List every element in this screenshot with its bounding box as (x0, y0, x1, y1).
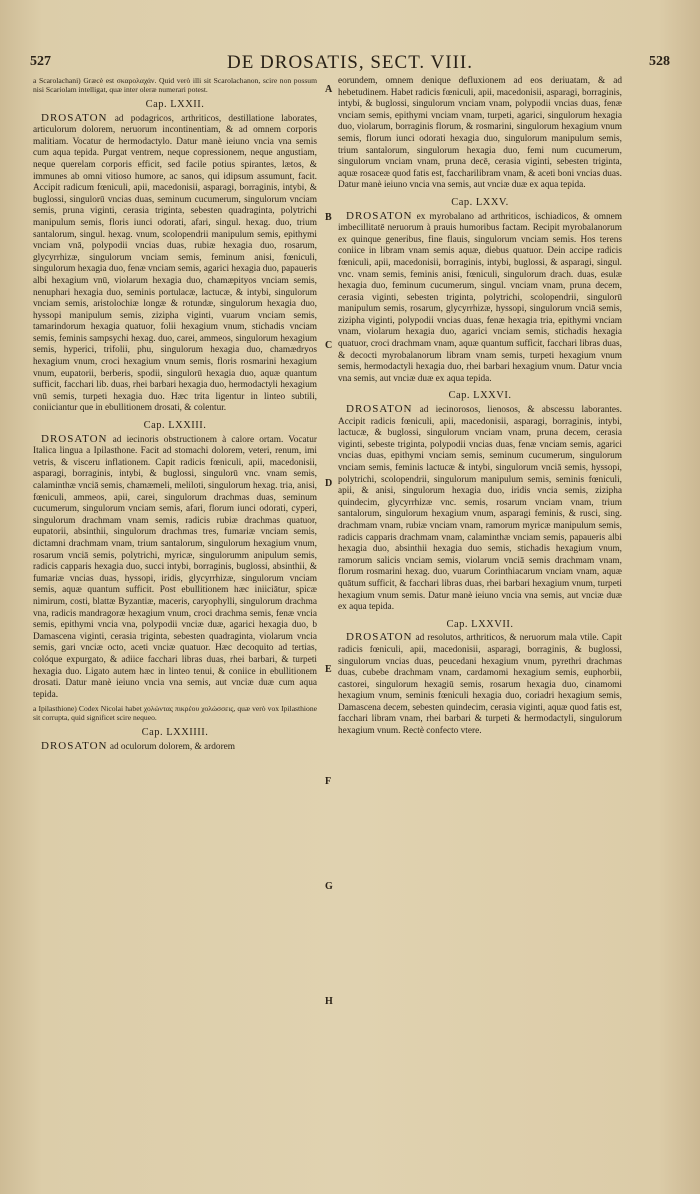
margin-letters (325, 76, 335, 1116)
margin-letter-c: C (325, 340, 333, 351)
chapter-heading-76: Cap. LXXVI. (448, 390, 512, 402)
margin-letter-a: A (325, 84, 333, 95)
chapter-heading-73: Cap. LXXIII. (143, 420, 207, 432)
page-number-right: 528 (649, 54, 670, 69)
footnote-top: a Scarolachani) Græcè est σκαρολαχάν. Quid verò illi sit Scarolachanon, scire non possum nisi Scariolam intelligat, quæ inter oleræ numerari potest. (33, 76, 317, 94)
margin-letter-e: E (325, 664, 332, 675)
chapter-heading-77: Cap. LXXVII. (446, 618, 514, 630)
margin-letter-g: G (325, 881, 333, 892)
page-number-left: 527 (30, 54, 51, 69)
chapter-76-lead: DROSATON (346, 403, 413, 416)
running-title: DE DROSATIS, SECT. VIII. (226, 52, 474, 73)
chapter-74-lead: DROSATON (41, 739, 108, 752)
chapter-74-body: ad oculorum dolorem, & ardorem (109, 741, 236, 752)
chapter-73-lead: DROSATON (41, 432, 108, 445)
chapter-72-lead: DROSATON (41, 111, 108, 124)
chapter-74-continuation: eorundem, omnem denique defluxionem ad eos deriuatam, & ad hebetudinem. Habet radicis fœniculi, apii, macedonisii, asparagi, borraginis, intybi, & buglossi, singulorum vnciam vnam, polypodii vncias duas, fenæ vnciam semis, epithymi vnciam vnam, turpeti, agarici, singulorum hexagia duo, violarum, borraginis florum, & rosmarini, singulorum hexagium vnum semis, florum iunci odorati hexagia duo, singulorum manipulum semis, trium santalorum, singulorum hexagia duo, femi num cucumerum, singulorum vnciam vnam, pruna decē, cerasia viginti, sebesten triginta, aquæ rosaceæ quod fatis est, faccharilibram vnam, & aceti boni vncias duas. Datur manè ieiuno vncia vna semis, aut vnciæ duæ ex aqua tepida. (338, 76, 622, 191)
chapter-76-body: ad iecinorosos, lienosos, & abscessu laborantes. Accipit radicis fœniculi, apii, macedonisii, asparagi, borraginis, intybi, lactucæ, & buglossi, singulorum vnciam vnam, pruna decem, cerasia viginti, sebeste triginta, polypodii vncias duas, fenæ vnciam semis, agarici vncias duas, epithymi vnciam semis, seminum cucumerum, singulorum vnciam semis, feminis lactucæ & intybi, singulorum vnciā semis, hyssopi, polytrichi, scolopendrii, singulorum manipulum semis, seminis fœniculi, apii, & anisi, singulorum hexagia duo, iridis vncia semis, zizipha quindecim, glycyrrhizæ vnc. semis, rosarum vnciam vnam, trium santalorum, singulorum hexagium vnum, asparagi feminis, & rusci, sing. drachmam vnam, rubiæ vnciam vnam, ramorum myricæ manipulum semis, radicis capparis drachmam vnam, calaminthæ vnciam semis, papaueris albi hexagia duo, absinthii hexagia duo semis, stichadis hexagium vnum, ramorum salicis vnciam semis, violarum vnciā semis drachmam vnam, florum rosmarini hexag. duo, vuarum Corinthiacarum vnciam vnam, aquæ quātum sufficit, & facchari libras duas, rhei barbari hexagium vnum, turpeti hexagium vnum semis. Datur manè ieiuno vncia vna semis, aut vnciæ duæ ex aqua tepida. (338, 405, 623, 613)
chapter-75-lead: DROSATON (346, 209, 413, 222)
chapter-75-text (338, 211, 622, 386)
margin-letter-b: B (325, 212, 332, 223)
chapter-76-text (338, 404, 622, 614)
chapter-heading-75: Cap. LXXV. (451, 196, 509, 208)
chapter-77-lead: DROSATON (346, 631, 413, 644)
left-column (33, 76, 317, 756)
footnote-bottom: a Ipilasthione) Codex Nicolai habet χολώντας πικρέου χολώσσεις, quæ verò vox Ipilasthione sit corrupta, quid significet scire nequeo. (33, 704, 317, 723)
chapter-74-text (33, 741, 317, 754)
chapter-73-body: ad iecinoris obstructionem à calore ortam. Vocatur Italica lingua a Ipilasthone. Facit ad stomachi dolorem, veteri, renum, imi vetris, & visceru inflationem. Capit radicis fœniculi, apii, macedonisii, asparagi, borraginis, intybi, & buglossi, singulorū vnc. vnam semis, calaminthæ vnciā semis, chamæmeli, meliloti, singulorum hexag. tria, anisi, fœniculi, ammeos, apii, carei, singulorum drachmas duas, seminum cucumerum, singulorum vnciam semis, afari, florum iunci odorati, cyperi, singulorum drachmam vnam semis, radicis rubiæ drachmas quatuor, eupatorii, absinthii, singulorum drachmas tres, fumariæ vnciam semis, dictamni drachmam vnam, trium santalorum, singulorum hexagium vnum, rosarum vnciā semis, polytrichi, myricæ, singulorumm anipulum semis, radicis capparis hexagia duo, succi intybi, borraginis, buglossi, absinthii, & fumariæ vncias duas, hyssopi, iridis, glycyrrhizæ, singulorum vnciam semis, aquæ quantum sufficit. Post ebullitionem hæc iniiciātur, spicæ nimirum, costi, blattæ Byzantiæ, maceris, caryophylli, singulorum drachma vna, radicis mandragoræ hexagium vnum, croci drachma semis, fenæ vncia semis, epithymi vncia vna, polypodii vnciæ duæ, agarici hexagia duo, b Damascena viginti, cerasia triginta, sebesten quadraginta, violarum vncia semis, gari vnciæ octo, aceti vnciæ quatuor. Hæc decoquito ad tertias, colóque expurgato, & adiice facchari libras duas, rhei barbari, & turpeti hexagia duo. Ligato autem hæc in linteo tenui, & coniice in ebullitionem drosati. Datur manè ieiuno vncia vna semis, aut vnciæ duæ cum aqua tepida. (33, 434, 318, 700)
chapter-heading-72: Cap. LXXII. (145, 99, 205, 110)
chapter-72-text (33, 113, 317, 415)
chapter-heading-74: Cap. LXXIIII. (141, 727, 209, 739)
chapter-72-body: ad podagricos, arthriticos, destillatione laborates, articulorum dolorem, neruorum incontinentiam, & ad omnem corporis malitiam. Vocatur de hermodactylo. Datur manè ieiuno vncia vna semis cum aqua tepida. Purgat ventrem, neque copressionem, neque angustiam, neque querelam corporis efficit, sed facile potius spirantes, lætos, & immunes ab omni vitioso humore, ac sanos, qui idipsum assumunt, facit. Accipit radicum fœniculi, apii, macedonisii, asparagi, borraginis, intybi, & buglossi, singulorū vncias duas, seminum cucumerum, singulorum vnciam semis, pruna viginti, cerasia triginta, sebesten quadraginta, polytrichi manipulum semis, floris iunci odorati, afari, singul. hexag. duo, trium santalorum, singul. hexag. vnum, scolopendrii manipulum semis, epithymi vnciam vnā, polypodii vncias duas, rubiæ hexagia duo, rosarum, glycyrrhizæ, singulorum vnciam semis, feminum anisi, fœniculi, singulorum hexagia duo, fenæ vnciam semis, agarici hexagia duo, papaueris albi hexagium vnū, violarum hexagia duo, chamæpityos vnciam semis, nenuphari hexagia duo, seminis portulacæ, lactucæ, & intybi, singulorum vnciam semis, aristolochiæ longæ & rotundæ, singulorum hexagia duo, hyssopi manipulum semis, zizipha viginti, vuarum vnciam semis, tamarindorum hexagia quatuor, folii hexagium vnum, stichadis vnciam semis, feminis sampsychi hexag. duo, carei, ammeos, singulorum hexagium semis, hyperici, trifolii, phu, singulorum hexagia duo, chamædryos hexagium vnum, croci hexagium vnum semis, floris rosmarini hexagium vnum, eupatorii, berberis, spodii, singulorū hexagia duo, aquæ quantum sufficit, facchari lib. duas, rhei barbari hexagia duo, hermodactyli hexagium vnū semis, turpeti hexagia duo. Hæc trita ligentur in linteo subtili, coniiciantur que in ebullitionem drosati, & colentur. (33, 113, 317, 414)
margin-letter-f: F (325, 776, 332, 787)
chapter-75-body: ex myrobalano ad arthriticos, ischiadicos, & omnem imbecillitatē neruorum à prauis humoribus factam. Recipit myrobalanorum ex quinque generibus, fine flauis, singulorum vnciam semis. Hos terens coniice in libram vnam semis aquæ, diebus quatuor. Dein accipe radicis fœniculi, apii, macedonisii, borraginis, intybi, buglossi, & asparagi, singul. vnc. vnam semis, feminis anisi, fœniculi, singulorum drach. duas, esulæ hexagia duo, feminum cucumerum, singul. vnciam vnam, pruna decem, cerasia viginti, sebesten triginta, polytrichi, scolopendrii, singulorū manipulum semis, rosarum, glycyrrhizæ, hyssopi, singulorum vnciā semis, zizipha viginti, polypodii vncias duas, fenæ hexagia tria, epithymi vnciam vnam, violarum hexagia duo, agarici vnciam semis, stichadis hexagia quatuor, croci drachmam vnam, aquæ quantum sufficit, facchari libras duas, & decocti myrobalanorum libram vnam semis, turpeti hexagium vnum semis, hermodactyli hexagia duo, rhei barbari hexagium vnum. Datur vncia vna semis, aut vnciæ duæ ex aqua tepida. (338, 211, 623, 384)
margin-letter-d: D (325, 478, 333, 489)
chapter-73-text (33, 434, 317, 702)
margin-letter-h: H (325, 996, 333, 1007)
chapter-77-body: ad resolutos, arthriticos, & neruorum mala vtile. Capit radicis fœniculi, apii, macedonisii, asparagi, borraginis, & buglossi, singulorum vncias duas, peucedani hexagium vnum, pyrethri drachmas duas, cubebe drachmam vnam, cardamomi hexagium semis, euphorbii, castorei, singulorum hexagiū semis, rosarum hexagia duo, cinamomi hexagium vnum, seminis fœniculi hexagia duo, coriadri hexagium semis, Damascena decem, sebesten quindecim, cerasia viginti, aquæ quod fatis est, facchari libram vnam, rhei barbari & turpeti & hermodactyli, singulorum hexagium vnum. Rectè confecto vtere. (338, 633, 623, 737)
right-column (338, 76, 622, 741)
chapter-77-text (338, 632, 622, 737)
